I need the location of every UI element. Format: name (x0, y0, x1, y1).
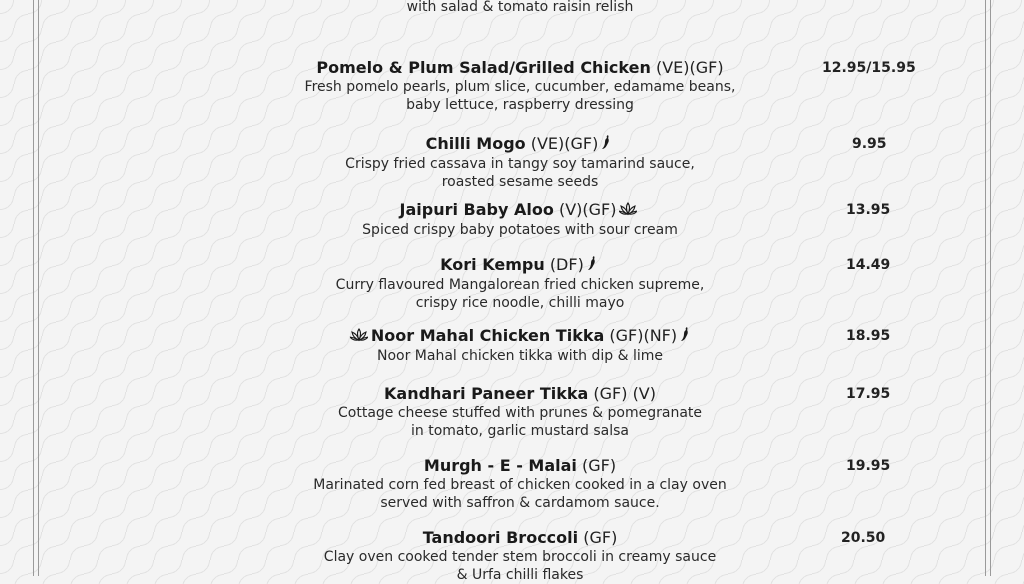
dish-description: in tomato, garlic mustard salsa (411, 423, 629, 439)
dish-price: 12.95/15.95 (822, 60, 916, 76)
dietary-tags: (VE)(GF) (530, 134, 599, 153)
chilli-icon (680, 326, 690, 347)
dish-name: Murgh - E - Malai (423, 456, 577, 475)
dish-description: Curry flavoured Mangalorean fried chicken supreme, (335, 277, 705, 293)
lotus-icon (619, 201, 637, 221)
dish-description: roasted sesame seeds (441, 174, 599, 190)
menu-item-heading (240, 58, 800, 78)
menu-item-heading (240, 255, 800, 276)
dietary-tags: (GF) (582, 456, 617, 475)
dish-price: 17.95 (846, 386, 891, 402)
menu-item (240, 255, 800, 312)
menu-item (240, 456, 800, 512)
menu-item (240, 134, 800, 191)
dietary-tags: (GF) (583, 528, 618, 547)
dish-price: 18.95 (846, 328, 891, 344)
dietary-tags: (GF)(NF) (609, 326, 678, 345)
dietary-tags: (VE)(GF) (655, 58, 724, 77)
menu-item-heading (240, 456, 800, 476)
dish-description: Cottage cheese stuffed with prunes & pomegranate (338, 405, 702, 421)
dietary-tags: (GF) (V) (593, 384, 656, 403)
menu-item-heading (240, 528, 800, 548)
dish-description: with salad & tomato raisin relish (406, 0, 634, 15)
menu-item (240, 326, 800, 365)
dish-description: Crispy fried cassava in tangy soy tamarind sauce, (345, 156, 695, 172)
dish-description: baby lettuce, raspberry dressing (406, 97, 634, 113)
menu-item-heading (240, 384, 800, 404)
dietary-tags: (V)(GF) (558, 200, 617, 219)
page-border-left-inner (38, 0, 39, 576)
page-border-right-inner (985, 0, 986, 576)
dish-description: crispy rice noodle, chilli mayo (415, 295, 625, 311)
dish-description: Noor Mahal chicken tikka with dip & lime (376, 348, 663, 364)
dish-price: 9.95 (852, 136, 887, 152)
menu-item (240, 58, 800, 114)
dish-name: Kandhari Paneer Tikka (384, 384, 589, 403)
dish-name: Pomelo & Plum Salad/Grilled Chicken (316, 58, 651, 77)
dish-price: 19.95 (846, 458, 891, 474)
page-border-right-outer (990, 0, 991, 576)
menu-item (240, 384, 800, 440)
dish-description: Spiced crispy baby potatoes with sour cream (362, 221, 678, 238)
menu-item (240, 200, 800, 239)
menu-item-heading (240, 200, 800, 221)
dietary-tags: (DF) (549, 255, 584, 274)
page-border-left-outer (33, 0, 34, 576)
dish-name: Chilli Mogo (425, 134, 526, 153)
dish-description: Clay oven cooked tender stem broccoli in creamy sauce (323, 549, 717, 565)
chilli-icon (601, 134, 611, 155)
dish-price: 20.50 (841, 530, 886, 546)
dish-name: Noor Mahal Chicken Tikka (370, 326, 605, 345)
menu-item (240, 0, 800, 16)
dish-description: & Urfa chilli flakes (456, 567, 584, 583)
dish-name: Jaipuri Baby Aloo (399, 200, 554, 219)
lotus-icon (350, 327, 368, 347)
dish-description: Marinated corn fed breast of chicken cooked in a clay oven (313, 477, 727, 493)
chilli-icon (587, 255, 597, 276)
dish-name: Kori Kempu (440, 255, 545, 274)
menu-item-heading (240, 326, 800, 347)
dish-price: 13.95 (846, 202, 891, 218)
dish-description: Fresh pomelo pearls, plum slice, cucumber, edamame beans, (304, 79, 736, 95)
menu-item-heading (240, 134, 800, 155)
dish-name: Tandoori Broccoli (422, 528, 579, 547)
dish-price: 14.49 (846, 257, 891, 273)
dish-description: served with saffron & cardamom sauce. (380, 495, 660, 511)
